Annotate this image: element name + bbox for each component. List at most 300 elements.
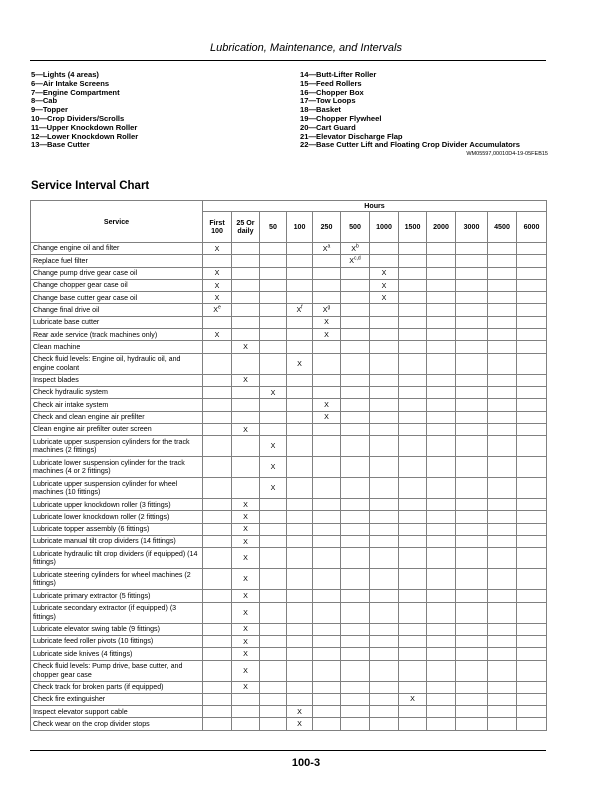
interval-mark-cell [517, 304, 547, 316]
interval-mark-cell [341, 316, 370, 328]
interval-mark: X [243, 343, 248, 352]
interval-mark-cell [232, 423, 260, 435]
interval-mark-cell [456, 590, 488, 602]
interval-mark-cell [260, 536, 287, 548]
service-cell: Check air intake system [31, 399, 203, 411]
interval-mark-cell [456, 304, 488, 316]
interval-mark-cell [341, 681, 370, 693]
table-row [31, 386, 547, 398]
interval-mark-cell [341, 478, 370, 499]
interval-mark-cell [488, 436, 517, 457]
interval-mark-cell [517, 279, 547, 291]
interval-mark-cell [260, 648, 287, 660]
interval-mark-cell [399, 243, 427, 255]
interval-mark-cell [260, 267, 287, 279]
interval-mark-cell [456, 243, 488, 255]
service-cell: Check fluid levels: Engine oil, hydraulic oil, and engine coolant [31, 353, 203, 374]
service-cell: Check fire extinguisher [31, 693, 203, 705]
interval-mark-cell [203, 523, 232, 535]
legend-item: 7—Engine Compartment [31, 87, 120, 97]
interval-mark-cell [488, 499, 517, 511]
legend-item: 14—Butt-Lifter Roller [300, 70, 377, 79]
interval-mark-cell [370, 255, 399, 267]
interval-mark-cell [203, 590, 232, 602]
interval-mark-cell [488, 341, 517, 353]
interval-mark-cell [203, 423, 232, 435]
interval-mark-cell [517, 399, 547, 411]
interval-mark-cell [313, 681, 341, 693]
service-interval-table [30, 200, 547, 731]
table-row [31, 548, 547, 569]
interval-mark: X [243, 554, 248, 563]
interval-mark-cell [287, 523, 313, 535]
interval-mark-cell [287, 329, 313, 341]
interval-mark-cell [287, 623, 313, 635]
interval-mark-cell [370, 548, 399, 569]
service-column-header: Service [31, 201, 203, 243]
interval-mark-cell [203, 536, 232, 548]
interval-mark-cell [370, 304, 399, 316]
interval-mark-cell [488, 693, 517, 705]
interval-mark-cell [287, 353, 313, 374]
legend-item: 9—Topper [31, 105, 68, 115]
legend-left [31, 71, 138, 150]
footer-rule [30, 750, 546, 751]
interval-mark-cell [313, 523, 341, 535]
interval-mark-cell [313, 590, 341, 602]
service-cell: Clean machine [31, 341, 203, 353]
interval-mark-cell [203, 623, 232, 635]
hours-column-header: 100 [287, 212, 313, 243]
interval-mark-cell [488, 623, 517, 635]
table-row [31, 590, 547, 602]
interval-mark-cell [260, 718, 287, 730]
interval-mark-cell [260, 511, 287, 523]
interval-mark: X [270, 388, 276, 397]
interval-mark-cell [260, 304, 287, 316]
interval-mark-cell [232, 353, 260, 374]
interval-mark-cell [488, 316, 517, 328]
interval-mark-cell [370, 623, 399, 635]
interval-mark: X [410, 695, 415, 704]
interval-mark: X [351, 244, 356, 253]
interval-mark-cell [370, 436, 399, 457]
interval-mark-cell [399, 436, 427, 457]
interval-mark: X [243, 513, 248, 522]
interval-mark: X [270, 484, 276, 493]
interval-mark-cell [370, 660, 399, 681]
interval-mark-cell [287, 511, 313, 523]
interval-mark-cell [370, 693, 399, 705]
interval-mark-cell [232, 267, 260, 279]
interval-mark-cell [287, 478, 313, 499]
table-row [31, 523, 547, 535]
interval-mark-cell [203, 292, 232, 304]
interval-mark-cell [488, 411, 517, 423]
interval-mark-cell [427, 374, 456, 386]
interval-mark-cell [370, 316, 399, 328]
interval-mark-cell [517, 478, 547, 499]
interval-mark-cell [488, 681, 517, 693]
interval-mark: X [243, 376, 248, 385]
interval-mark-cell [517, 590, 547, 602]
interval-mark-cell [341, 341, 370, 353]
hours-column-header: 6000 [517, 212, 547, 243]
interval-mark-cell [313, 292, 341, 304]
interval-mark-cell [517, 341, 547, 353]
interval-mark-cell [313, 255, 341, 267]
interval-mark-cell [232, 569, 260, 590]
interval-mark-cell [427, 399, 456, 411]
table-row [31, 267, 547, 279]
interval-mark-cell [341, 569, 370, 590]
interval-mark-cell [287, 635, 313, 647]
interval-mark-cell [203, 386, 232, 398]
table-row [31, 569, 547, 590]
interval-mark: X [214, 244, 220, 253]
interval-mark-cell [517, 693, 547, 705]
interval-mark-cell [427, 590, 456, 602]
interval-mark: X [324, 413, 329, 422]
interval-mark-cell [287, 569, 313, 590]
interval-mark-cell [203, 681, 232, 693]
footnote-marker: a [327, 243, 331, 250]
interval-mark-cell [260, 316, 287, 328]
interval-mark-cell [488, 635, 517, 647]
interval-mark-cell [260, 706, 287, 718]
interval-mark-cell [203, 706, 232, 718]
interval-mark-cell [488, 386, 517, 398]
interval-mark: X [243, 666, 248, 675]
interval-mark-cell [260, 411, 287, 423]
interval-mark-cell [232, 681, 260, 693]
interval-mark-cell [517, 536, 547, 548]
interval-mark-cell [232, 623, 260, 635]
interval-mark-cell [399, 374, 427, 386]
interval-mark-cell [427, 602, 456, 623]
interval-mark-cell [399, 341, 427, 353]
interval-mark-cell [203, 353, 232, 374]
table-row [31, 681, 547, 693]
interval-mark-cell [287, 718, 313, 730]
table-row [31, 635, 547, 647]
table-row [31, 648, 547, 660]
interval-mark-cell [370, 353, 399, 374]
interval-mark-cell [427, 304, 456, 316]
interval-mark-cell [341, 255, 370, 267]
interval-mark: X [243, 525, 248, 534]
interval-mark-cell [456, 374, 488, 386]
hours-group-header: Hours [203, 201, 547, 212]
interval-mark-cell [203, 499, 232, 511]
interval-mark-cell [488, 478, 517, 499]
interval-mark-cell [488, 706, 517, 718]
interval-mark-cell [341, 436, 370, 457]
service-cell: Lubricate base cutter [31, 316, 203, 328]
interval-mark-cell [287, 279, 313, 291]
interval-mark-cell [260, 660, 287, 681]
interval-mark-cell [456, 693, 488, 705]
interval-mark-cell [517, 706, 547, 718]
interval-mark: X [381, 269, 387, 278]
interval-mark-cell [427, 623, 456, 635]
hours-column-header: First 100 [203, 212, 232, 243]
service-cell: Change pump drive gear case oil [31, 267, 203, 279]
interval-mark-cell [456, 648, 488, 660]
interval-mark-cell [427, 706, 456, 718]
interval-mark-cell [517, 602, 547, 623]
interval-mark-cell [427, 478, 456, 499]
interval-mark-cell [399, 499, 427, 511]
interval-mark-cell [341, 590, 370, 602]
interval-mark-cell [399, 457, 427, 478]
interval-mark-cell [399, 706, 427, 718]
interval-mark-cell [456, 457, 488, 478]
interval-mark-cell [517, 523, 547, 535]
interval-mark-cell [313, 548, 341, 569]
interval-mark-cell [427, 718, 456, 730]
interval-mark-cell [341, 648, 370, 660]
service-cell: Change chopper gear case oil [31, 279, 203, 291]
interval-mark-cell [260, 590, 287, 602]
hours-column-header: 50 [260, 212, 287, 243]
interval-mark: X [270, 463, 276, 472]
interval-mark-cell [370, 341, 399, 353]
footnote-marker: e [217, 304, 221, 311]
interval-mark-cell [456, 569, 488, 590]
interval-mark-cell [456, 399, 488, 411]
footnote-marker: g [327, 304, 331, 311]
interval-mark-cell [517, 386, 547, 398]
service-cell: Lubricate secondary extractor (if equipped) (3 fittings) [31, 602, 203, 623]
interval-mark-cell [203, 267, 232, 279]
interval-mark-cell [287, 304, 313, 316]
legend-right [300, 71, 520, 150]
interval-mark-cell [517, 511, 547, 523]
interval-mark-cell [203, 399, 232, 411]
interval-mark-cell [517, 548, 547, 569]
interval-mark-cell [313, 623, 341, 635]
interval-mark-cell [260, 292, 287, 304]
interval-mark-cell [341, 511, 370, 523]
interval-mark-cell [341, 548, 370, 569]
table-row [31, 374, 547, 386]
interval-mark-cell [232, 718, 260, 730]
legend-item: 19—Chopper Flywheel [300, 113, 382, 123]
legend-item: 15—Feed Rollers [300, 78, 362, 88]
interval-mark-cell [341, 660, 370, 681]
table-row [31, 423, 547, 435]
interval-mark-cell [260, 569, 287, 590]
interval-mark: X [243, 608, 248, 617]
interval-mark-cell [232, 374, 260, 386]
interval-mark-cell [427, 523, 456, 535]
interval-mark-cell [488, 304, 517, 316]
interval-mark-cell [232, 706, 260, 718]
interval-mark-cell [427, 341, 456, 353]
service-cell: Inspect elevator support cable [31, 706, 203, 718]
service-cell: Lubricate feed roller pivots (10 fittings) [31, 635, 203, 647]
interval-mark-cell [488, 399, 517, 411]
interval-mark-cell [232, 329, 260, 341]
table-row [31, 243, 547, 255]
interval-mark-cell [341, 602, 370, 623]
interval-mark-cell [341, 718, 370, 730]
interval-mark-cell [203, 660, 232, 681]
service-cell: Check hydraulic system [31, 386, 203, 398]
service-cell: Lubricate upper suspension cylinders for the track machines (2 fittings) [31, 436, 203, 457]
interval-mark-cell [517, 660, 547, 681]
service-cell: Change base cutter gear case oil [31, 292, 203, 304]
interval-mark-cell [488, 353, 517, 374]
interval-mark: X [324, 318, 329, 327]
interval-mark-cell [427, 569, 456, 590]
interval-mark: X [243, 625, 248, 634]
interval-mark-cell [287, 457, 313, 478]
legend-item: 6—Air Intake Screens [31, 78, 110, 88]
interval-mark-cell [370, 478, 399, 499]
interval-mark-cell [488, 267, 517, 279]
interval-mark-cell [488, 569, 517, 590]
interval-mark-cell [232, 279, 260, 291]
table-row [31, 292, 547, 304]
service-cell: Rear axle service (track machines only) [31, 329, 203, 341]
interval-mark-cell [456, 681, 488, 693]
interval-mark-cell [456, 329, 488, 341]
interval-mark: X [297, 720, 302, 729]
interval-mark: X [214, 330, 220, 339]
interval-mark-cell [427, 457, 456, 478]
interval-mark-cell [260, 255, 287, 267]
interval-mark-cell [287, 243, 313, 255]
interval-mark-cell [427, 548, 456, 569]
interval-mark-cell [260, 548, 287, 569]
interval-mark-cell [341, 243, 370, 255]
interval-mark-cell [456, 660, 488, 681]
interval-mark-cell [203, 316, 232, 328]
interval-mark: X [213, 306, 218, 315]
interval-mark-cell [287, 590, 313, 602]
interval-mark-cell [517, 316, 547, 328]
interval-mark-cell [488, 660, 517, 681]
interval-mark-cell [488, 243, 517, 255]
interval-mark-cell [287, 499, 313, 511]
legend-item: 13—Base Cutter [31, 140, 90, 150]
interval-mark-cell [313, 499, 341, 511]
interval-mark-cell [341, 267, 370, 279]
interval-mark-cell [341, 523, 370, 535]
interval-mark-cell [313, 386, 341, 398]
service-cell: Lubricate topper assembly (6 fittings) [31, 523, 203, 535]
interval-mark-cell [232, 635, 260, 647]
interval-mark-cell [427, 353, 456, 374]
hours-column-header: 500 [341, 212, 370, 243]
interval-mark-cell [370, 590, 399, 602]
legend-item: 5—Lights (4 areas) [31, 70, 99, 79]
interval-mark-cell [517, 374, 547, 386]
interval-mark-cell [456, 523, 488, 535]
interval-mark-cell [287, 436, 313, 457]
interval-mark-cell [232, 590, 260, 602]
interval-mark-cell [488, 329, 517, 341]
interval-mark-cell [313, 648, 341, 660]
interval-mark-cell [427, 436, 456, 457]
interval-mark-cell [517, 243, 547, 255]
interval-mark-cell [456, 499, 488, 511]
footnote-marker: c,d [354, 255, 361, 262]
interval-mark-cell [399, 623, 427, 635]
interval-mark-cell [260, 423, 287, 435]
interval-mark-cell [427, 648, 456, 660]
interval-mark-cell [287, 648, 313, 660]
interval-mark-cell [313, 304, 341, 316]
interval-mark-cell [517, 292, 547, 304]
interval-mark-cell [517, 499, 547, 511]
interval-mark-cell [232, 304, 260, 316]
service-cell: Change final drive oil [31, 304, 203, 316]
interval-mark-cell [313, 243, 341, 255]
interval-mark-cell [370, 329, 399, 341]
interval-mark-cell [427, 255, 456, 267]
interval-mark: X [243, 637, 248, 646]
service-cell: Lubricate hydraulic tilt crop dividers (if equipped) (14 fittings) [31, 548, 203, 569]
interval-mark-cell [287, 660, 313, 681]
interval-mark-cell [399, 329, 427, 341]
interval-mark-cell [399, 590, 427, 602]
interval-mark-cell [427, 635, 456, 647]
interval-mark-cell [287, 602, 313, 623]
interval-mark: X [214, 269, 220, 278]
interval-mark-cell [370, 602, 399, 623]
interval-mark-cell [427, 292, 456, 304]
interval-mark-cell [517, 635, 547, 647]
interval-mark-cell [456, 718, 488, 730]
interval-mark-cell [488, 602, 517, 623]
interval-mark-cell [341, 457, 370, 478]
interval-mark-cell [488, 292, 517, 304]
interval-mark: X [322, 244, 328, 253]
document-reference: WM05597,00010D4-19-05FEB15 [466, 151, 548, 157]
interval-mark-cell [313, 635, 341, 647]
interval-mark-cell [370, 243, 399, 255]
interval-mark-cell [232, 478, 260, 499]
interval-mark-cell [456, 411, 488, 423]
interval-mark-cell [232, 602, 260, 623]
interval-mark-cell [456, 341, 488, 353]
interval-mark-cell [399, 635, 427, 647]
service-cell: Lubricate lower suspension cylinder for the track machines (4 or 2 fittings) [31, 457, 203, 478]
interval-mark-cell [488, 523, 517, 535]
interval-mark-cell [399, 411, 427, 423]
interval-mark-cell [456, 623, 488, 635]
interval-mark-cell [488, 548, 517, 569]
service-cell: Lubricate lower knockdown roller (2 fittings) [31, 511, 203, 523]
service-cell: Lubricate primary extractor (5 fittings) [31, 590, 203, 602]
interval-mark: X [297, 359, 302, 368]
service-cell: Change engine oil and filter [31, 243, 203, 255]
interval-mark-cell [427, 411, 456, 423]
interval-mark-cell [456, 602, 488, 623]
interval-mark-cell [287, 267, 313, 279]
interval-mark-cell [313, 399, 341, 411]
interval-mark-cell [203, 635, 232, 647]
interval-mark-cell [232, 536, 260, 548]
table-row [31, 436, 547, 457]
interval-mark-cell [370, 386, 399, 398]
service-cell: Lubricate upper knockdown roller (3 fittings) [31, 499, 203, 511]
interval-mark-cell [399, 569, 427, 590]
interval-mark-cell [517, 353, 547, 374]
